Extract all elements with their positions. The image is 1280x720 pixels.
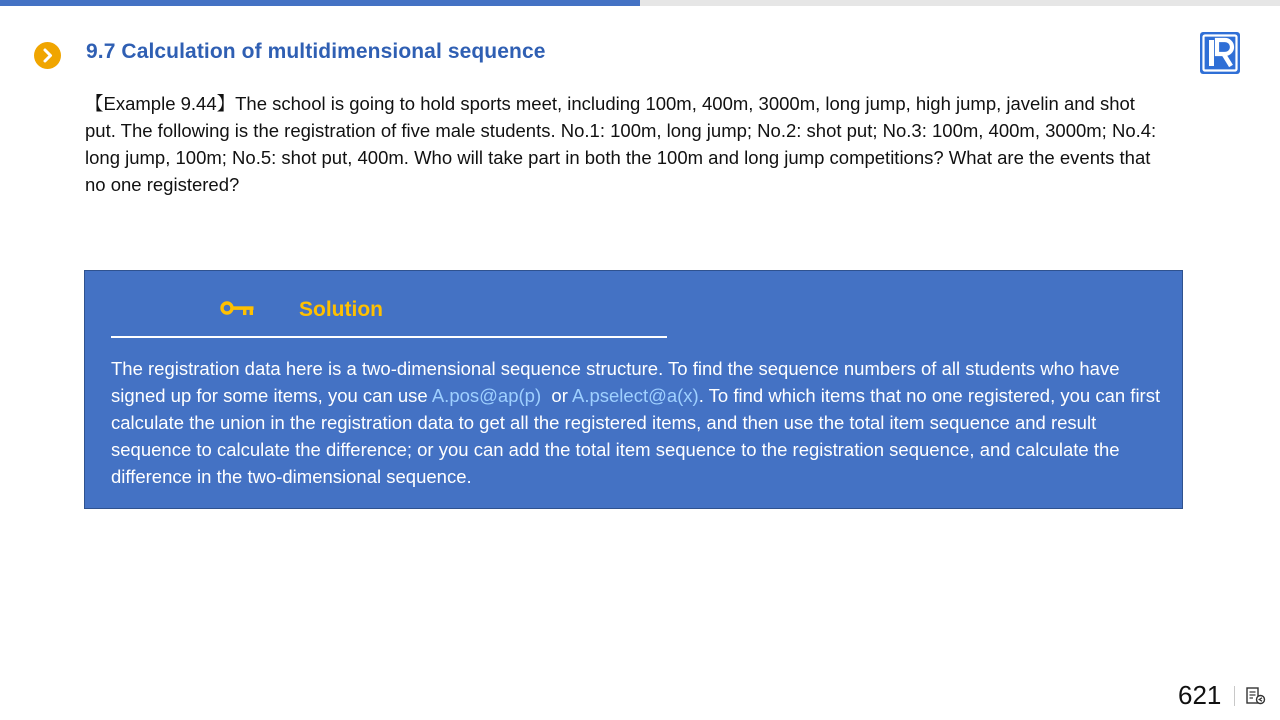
- slide-progress-track: [0, 0, 1280, 6]
- solution-text: [111, 355, 1161, 490]
- raqsoft-r-logo: [1199, 31, 1241, 75]
- example-text: 【Example 9.44】The school is going to hold sports meet, including 100m, 400m, 3000m, long jump, high jump, javelin and shot put. The following is the registration of five male students. No.1: 100m, long jump; No.2: shot put; No.3: 100m, 400m, 3000m; No.4: long jump, 100m; No.5: shot put, 400m. Who will take part in both the 100m and long jump competitions? What are the events that no one registered?: [85, 93, 1157, 195]
- solution-text-part3: . To find which items that no one registered, you can first calculate the union in the registration data to get all the registered items, and then use the total item sequence and result sequence to calculate the difference; or you can add the total item sequence to the registration sequence, and calculate the difference in the two-dimensional sequence.: [111, 385, 1161, 487]
- key-icon: [219, 299, 257, 319]
- chevron-right-icon: [34, 42, 61, 69]
- solution-code-pos: A.pos@ap(p): [431, 385, 542, 406]
- solution-box: [84, 270, 1183, 509]
- solution-text-part1: The registration data here is a two-dimensional sequence structure. To find the sequence numbers of all students who have signed up for some items, you can use: [111, 358, 1120, 406]
- page-number: 621: [1178, 680, 1222, 710]
- slide-progress-fill: [0, 0, 640, 6]
- section-title: 9.7 Calculation of multidimensional sequence: [86, 40, 546, 63]
- solution-heading: Solution: [299, 298, 383, 321]
- notes-icon[interactable]: [1246, 687, 1266, 705]
- solution-text-part2: or: [541, 385, 572, 406]
- solution-divider: [111, 336, 667, 338]
- solution-code-pselect: A.pselect@a(x): [571, 385, 699, 406]
- page-number-divider: [1234, 686, 1235, 706]
